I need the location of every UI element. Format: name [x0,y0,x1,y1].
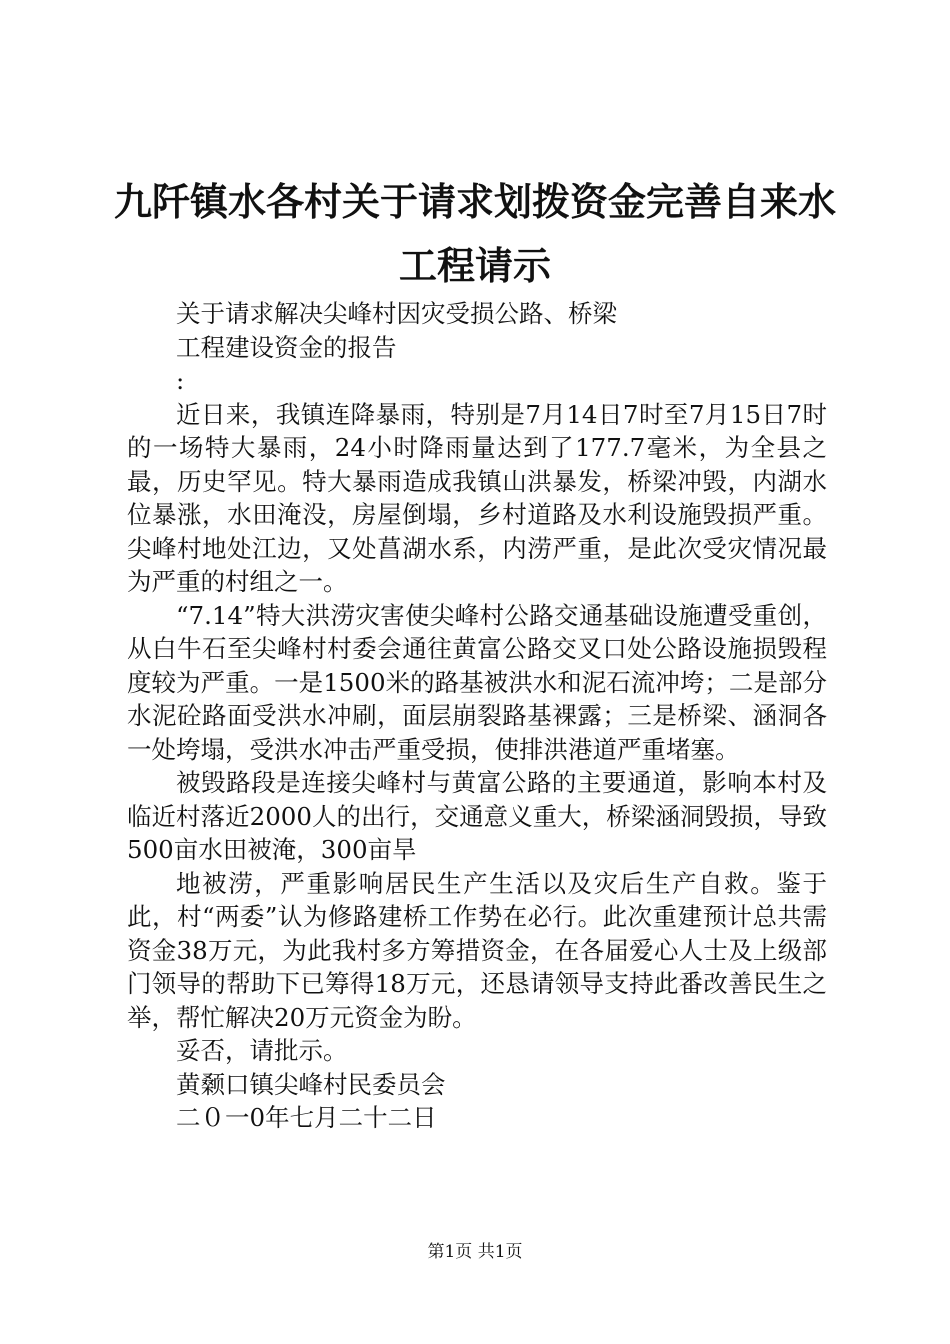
salutation-colon: : [176,366,185,395]
document-title: 九阡镇水各村关于请求划拨资金完善自来水工程请示 [113,179,836,288]
body-paragraph: 近日来，我镇连降暴雨，特别是7月14日7时至7月15日7时的一场特大暴雨，24小时降雨量达到了177.7毫米，为全县之最，历史罕见。特大暴雨造成我镇山洪暴发，桥梁冲毁，内湖水位暴涨，水田淹没，房屋倒塌，乡村道路及水利设施毁损严重。尖峰村地处江边，又处菖湖水系，内涝严重，是此次受灾情况最为严重的村组之一。 [127,399,827,596]
document-body [127,297,827,1135]
report-heading-line-1: 关于请求解决尖峰村因灾受损公路、桥梁 [176,299,617,328]
body-paragraph: “7.14”特大洪涝灾害使尖峰村公路交通基础设施遭受重创，从白牛石至尖峰村村委会通往黄富公路交叉口处公路设施损毁程度较为严重。一是1500米的路基被洪水和泥石流冲垮；二是部分水泥砼路面受洪水冲刷，面层崩裂路基裸露；三是桥梁、涵洞各一处垮塌，受洪水冲击严重受损，使排洪港道严重堵塞。 [127,600,827,764]
signature-organization: 黄颡口镇尖峰村民委员会 [176,1069,446,1099]
page-number-footer: 第1页 共1页 [427,1242,523,1262]
signature-date: 二０一0年七月二十二日 [176,1103,437,1132]
body-paragraph: 地被涝，严重影响居民生产生活以及灾后生产自救。鉴于此，村“两委”认为修路建桥工作势在必行。此次重建预计总共需资金38万元，为此我村多方筹措资金，在各届爱心人士及上级部门领导的帮助下已筹得18万元，还恳请领导支持此番改善民生之举，帮忙解决20万元资金为盼。 [127,868,827,1032]
closing-request: 妥否，请批示。 [176,1036,348,1065]
body-paragraph: 被毁路段是连接尖峰村与黄富公路的主要通道，影响本村及临近村落近2000人的出行，交通意义重大，桥梁涵洞毁损，导致500亩水田被淹，300亩旱 [127,768,827,864]
report-heading-line-2: 工程建设资金的报告 [176,332,397,362]
